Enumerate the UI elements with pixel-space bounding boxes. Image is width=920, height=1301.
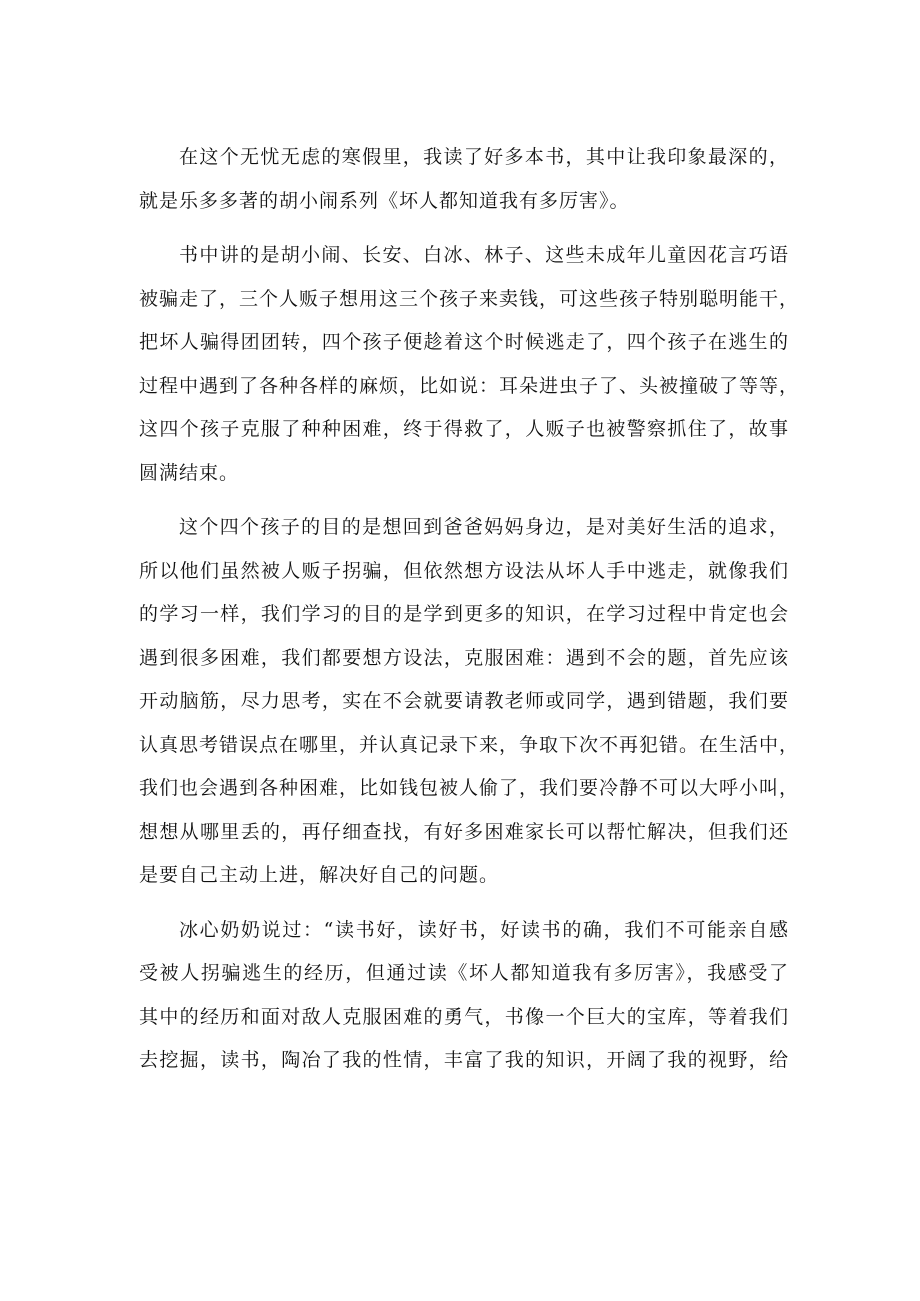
text-line: 我们也会遇到各种困难，比如钱包被人偷了，我们要冷静不可以大呼小叫， <box>139 777 800 799</box>
text-line: 去挖掘，读书，陶冶了我的性情，丰富了我的知识，开阔了我的视野，给 <box>139 1049 789 1071</box>
text-line: 开动脑筋，尽力思考，实在不会就要请教老师或同学，遇到错题，我们要 <box>139 690 789 712</box>
essay-body <box>139 136 800 1094</box>
text-line: 把坏人骗得团团转，四个孩子便趁着这个时候逃走了，四个孩子在逃生的 <box>139 331 789 353</box>
text-line: 所以他们虽然被人贩子拐骗，但依然想方设法从坏人手中逃走，就像我们 <box>139 559 789 582</box>
text-line: 过程中遇到了各种各样的麻烦，比如说：耳朵进虫子了、头被撞破了等等， <box>139 374 800 397</box>
text-line: 其中的经历和面对敌人克服困难的勇气，书像一个巨大的宝库，等着我们 <box>139 1005 789 1028</box>
text-line: 受被人拐骗逃生的经历，但通过读《坏人都知道我有多厉害》，我感受了 <box>139 962 789 984</box>
paragraph-1 <box>139 136 789 223</box>
text-line: 在这个无忧无虑的寒假里，我读了好多本书，其中让我印象最深的， <box>179 146 789 168</box>
paragraph-3 <box>139 506 800 898</box>
text-line: 这个四个孩子的目的是想回到爸爸妈妈身边，是对美好生活的追求， <box>179 516 789 538</box>
text-line: 就是乐多多著的胡小闹系列《坏人都知道我有多厉害》。 <box>139 189 630 212</box>
text-line: 冰心奶奶说过：“读书好，读好书，好读书的确，我们不可能亲自感 <box>179 918 789 941</box>
text-line: 的学习一样，我们学习的目的是学到更多的知识，在学习过程中肯定也会 <box>139 603 789 625</box>
text-line: 书中讲的是胡小闹、长安、白冰、林子、这些未成年儿童因花言巧语 <box>179 244 789 266</box>
text-line: 遇到很多困难，我们都要想方设法，克服困难：遇到不会的题，首先应该 <box>139 646 789 669</box>
paragraph-4 <box>139 909 789 1083</box>
text-line: 圆满结束。 <box>139 461 240 484</box>
text-line: 认真思考错误点在哪里，并认真记录下来，争取下次不再犯错。在生活中， <box>139 733 800 756</box>
text-line: 这四个孩子克服了种种困难，终于得救了，人贩子也被警察抓住了，故事 <box>139 418 789 440</box>
text-line: 被骗走了，三个人贩子想用这三个孩子来卖钱，可这些孩子特别聪明能干， <box>139 287 800 310</box>
text-line: 是要自己主动上进，解决好自己的问题。 <box>139 864 500 886</box>
text-line: 想想从哪里丢的，再仔细查找，有好多困难家长可以帮忙解决，但我们还 <box>139 820 789 843</box>
paragraph-2 <box>139 234 800 495</box>
